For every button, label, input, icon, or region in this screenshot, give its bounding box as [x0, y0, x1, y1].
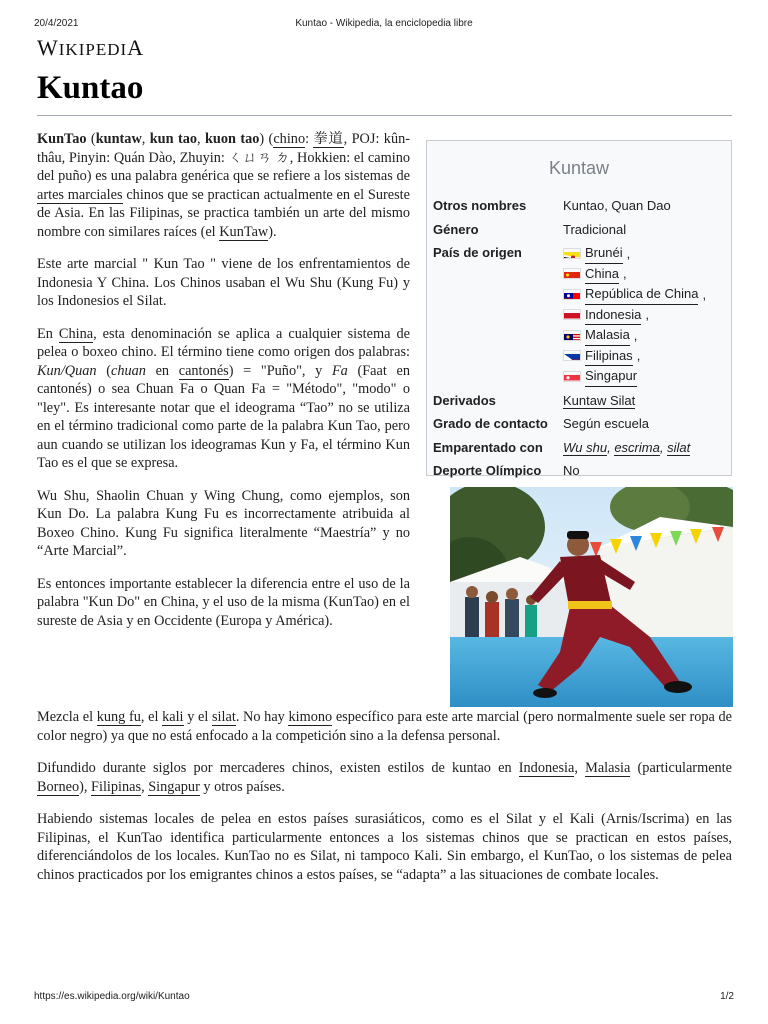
text-run: y el: [183, 709, 212, 725]
article-link[interactable]: artes marciales: [37, 186, 123, 203]
separator: ,: [626, 245, 631, 261]
country-item: [563, 243, 725, 264]
text-run: ,: [141, 131, 150, 147]
text-run: . No hay: [235, 709, 289, 725]
infobox-row: [427, 412, 731, 436]
country-link[interactable]: Singapur: [585, 366, 637, 387]
country-item: [563, 325, 725, 346]
text-run: , POJ: kûn-thâu, Pinyin: Quán Dào, Zhuyin: ㄑㄩㄢ ㄉ, Hokkien: el camino del puño) es una palabra genérica que se refiere a los sistemas de: [37, 131, 410, 184]
wikipedia-wordmark[interactable]: WIKIPEDIA: [37, 35, 145, 60]
infobox-label: Otros nombres: [433, 198, 527, 213]
article-link[interactable]: Filipinas: [91, 778, 142, 795]
paragraph: [37, 575, 410, 631]
infobox-label: Grado de contacto: [433, 416, 548, 431]
infobox-label: Derivados: [433, 392, 496, 408]
text-run: (Faat en cantonés) o sea Chuan Fa o Quan Fa = "Método", "modo" o "ley". Es interesante notar que el ideograma “Tao” no se utiliza en el término tradicional como parte de la palabra Kun Tao, pero aun cuando se utilizan los ideogramas Kun y Fa, el término Kun Tao es el que se expresa.: [37, 362, 410, 471]
brunei-flag-icon: [563, 248, 581, 259]
text-run: Wu Shu, Shaolin Chuan y Wing Chung, como ejemplos, son Kun Do. La palabra Kung Fu es incorrectamente atribuida al Boxeo Chino. Kung Fu significa literalmente “Maestría” y no “Arte Marcial”.: [37, 487, 410, 559]
text-run: KunTao: [37, 131, 87, 147]
separator: ,: [633, 327, 638, 343]
paragraph: [37, 487, 410, 561]
infobox-label: País de origen: [433, 245, 522, 260]
separator: ,: [645, 307, 650, 322]
paragraph: [37, 255, 410, 311]
paragraph: [37, 708, 732, 745]
text-run: Difundido durante siglos por mercaderes chinos, existen estilos de kuntao en: [37, 760, 519, 776]
text-run: chinos que se practican actualmente en el Sureste de Asia. En las Filipinas, se practica también un arte del mismo nombre con similares raíces (el: [37, 186, 410, 240]
country-link[interactable]: Filipinas: [585, 346, 633, 367]
title-divider: [37, 115, 732, 116]
derivados-link[interactable]: Kuntaw Silat: [563, 392, 636, 408]
article-link[interactable]: kimono: [288, 709, 333, 725]
infobox-row: [427, 436, 731, 460]
infobox-row: [427, 218, 731, 242]
article-link[interactable]: Indonesia: [518, 760, 575, 776]
text-run: (: [96, 362, 111, 379]
paragraph: [37, 130, 410, 241]
article-link[interactable]: kung fu: [96, 709, 141, 725]
separator: ,: [622, 266, 627, 281]
article-link[interactable]: cantonés: [178, 362, 229, 379]
kuntao-practitioner-photo[interactable]: [450, 487, 733, 707]
page-number: 1/2: [720, 991, 734, 1002]
malaysia-flag-icon: [563, 330, 581, 341]
article-link[interactable]: China: [58, 325, 94, 342]
infobox-row: [427, 459, 731, 483]
infobox-value: [557, 436, 731, 460]
text-run: Habiendo sistemas locales de pelea en estos países surasiáticos, como es el Silat y el Kali (Arnis/Iscrima) en las Filipinas, el KunTao identifica particularmente entonces a los sistemas chinos que se practican en estos países, diferenciándolos de los locales. KunTao no es Silat, ni tampoco Kali. Sin embargo, el KunTao, o los sistemas de pelea chinos practicados por los emigrantes chinos a estos países, se “adapta” a las situaciones de combate locales.: [37, 811, 732, 883]
text-run: ,: [141, 778, 149, 795]
infobox-label: Género: [433, 221, 479, 237]
article-link[interactable]: Singapur: [148, 778, 200, 795]
text-run: y otros países.: [199, 778, 285, 795]
country-link[interactable]: Malasia: [585, 325, 630, 346]
country-item: [563, 284, 725, 305]
country-item: [563, 264, 725, 285]
country-item: [563, 346, 725, 367]
infobox-value: [557, 389, 731, 413]
infobox-value: Tradicional: [563, 221, 627, 237]
paragraph: [37, 325, 410, 473]
text-run: chuan: [110, 362, 146, 379]
escrima-link[interactable]: escrima: [614, 439, 660, 455]
infobox-label: Deporte Olímpico: [433, 463, 542, 478]
text-run: kuntaw: [95, 131, 142, 147]
article-link[interactable]: Borneo: [37, 778, 80, 795]
philippines-flag-icon: [563, 350, 581, 361]
text-run: :: [305, 131, 314, 147]
infobox-value: Según escuela: [563, 416, 650, 431]
photo-illustration: [450, 487, 733, 707]
text-run: Es entonces importante establecer la diferencia entre el uso de la palabra "Kun Do" en China, y el uso de la misma (KunTao) en el sureste de Asia y en Occidente (Europa y América).: [37, 575, 410, 629]
silat-link[interactable]: silat: [667, 439, 691, 455]
text-run: , esta denominación se aplica a cualquier sistema de pelea o boxeo chino. El término tiene como origen dos palabras:: [37, 325, 410, 360]
article-body-lower: [37, 708, 732, 898]
text-run: ).: [268, 223, 277, 240]
text-run: Fa: [331, 362, 348, 379]
indonesia-flag-icon: [563, 309, 581, 320]
text-run: ,: [197, 131, 205, 147]
infobox-label: Emparentado con: [433, 439, 543, 455]
text-run: En: [37, 325, 59, 342]
print-date: 20/4/2021: [34, 18, 79, 29]
country-link[interactable]: China: [585, 264, 619, 285]
separator: ,: [659, 439, 668, 455]
article-link[interactable]: 拳道: [313, 131, 344, 147]
separator: ,: [702, 286, 707, 302]
country-list: [557, 241, 731, 389]
print-page-title: Kuntao - Wikipedia, la enciclopedia libre: [295, 18, 473, 29]
text-run: (: [86, 131, 96, 147]
country-link[interactable]: República de China: [585, 284, 698, 305]
infobox: [426, 140, 732, 476]
article-title: Kuntao: [37, 70, 144, 106]
text-run: en: [145, 362, 179, 379]
country-item: [563, 366, 725, 387]
text-run: Kun/Quan: [37, 362, 97, 379]
page-url[interactable]: https://es.wikipedia.org/wiki/Kuntao: [34, 991, 190, 1002]
country-link[interactable]: Indonesia: [585, 305, 641, 326]
text-run: ) = "Puño", y: [228, 362, 332, 379]
article-link[interactable]: silat: [211, 709, 236, 725]
article-link[interactable]: chino: [273, 131, 306, 147]
country-link[interactable]: Brunéi: [585, 243, 623, 264]
paragraph: [37, 759, 732, 796]
text-run: ),: [79, 778, 92, 795]
singapore-flag-icon: [563, 371, 581, 382]
infobox-row: [427, 194, 731, 218]
china-flag-icon: [563, 268, 581, 279]
text-run: kun tao: [149, 131, 198, 147]
body-section-lower: [37, 708, 732, 884]
lead-section: [37, 130, 410, 630]
text-run: ,: [574, 760, 586, 776]
text-run: , el: [140, 709, 163, 725]
wushu-link[interactable]: Wu shu: [563, 439, 608, 455]
paragraph: [37, 810, 732, 884]
separator: ,: [607, 439, 615, 455]
text-run: (particularmente: [630, 760, 733, 776]
article-link[interactable]: KunTaw: [219, 223, 269, 240]
text-run: Este arte marcial " Kun Tao " viene de los enfrentamientos de Indonesia Y China. Los Chinos usaban el Wu Shu (Kung Fu) y los Indonesios el Silat.: [37, 256, 410, 309]
text-run: ) (: [259, 131, 274, 147]
infobox-value: No: [563, 463, 580, 478]
infobox-value: Kuntao, Quan Dao: [563, 198, 671, 213]
article-link[interactable]: Malasia: [585, 760, 631, 776]
country-item: [563, 305, 725, 326]
infobox-row: [427, 389, 731, 413]
infobox-row: [427, 241, 731, 389]
text-run: kuon tao: [204, 131, 260, 147]
infobox-table: [427, 194, 731, 483]
infobox-title: Kuntaw: [548, 158, 610, 178]
separator: ,: [636, 348, 641, 363]
text-run: específico para este arte marcial (pero normalmente suele ser ropa de color negro) ya que no está enfocado a la competición sino a la defensa personal.: [37, 709, 732, 744]
text-run: Mezcla el: [37, 709, 97, 725]
article-link[interactable]: kali: [162, 709, 184, 725]
taiwan-flag-icon: [563, 289, 581, 300]
